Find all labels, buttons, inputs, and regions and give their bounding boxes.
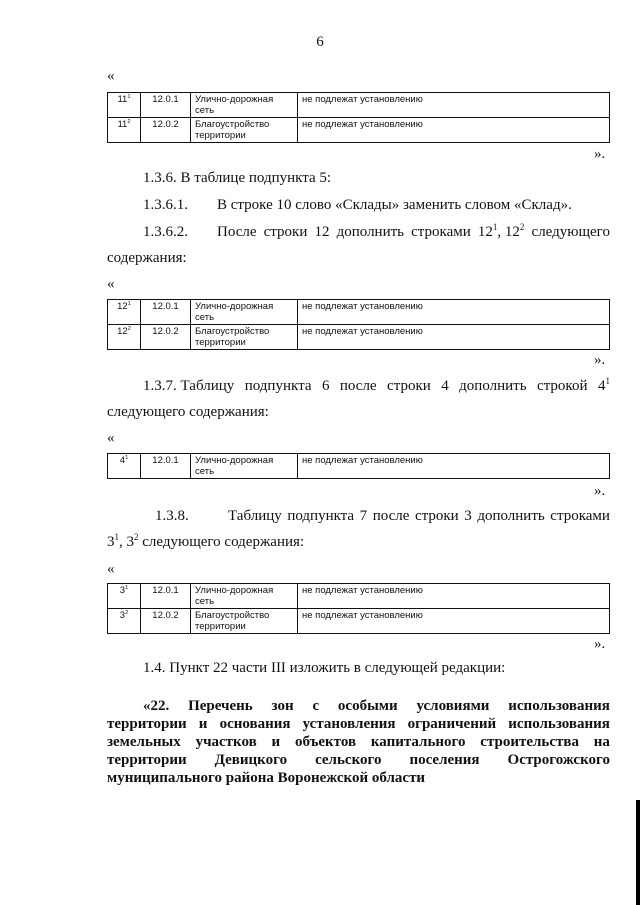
row-number: $11^1$ [108, 93, 141, 118]
table-row [108, 609, 610, 634]
paragraph-1-3-7-line: 1.3.7. Таблицу подпункта 6 после строки 4 дополнить строкой $4^1$ [143, 376, 610, 394]
row-type: Улично-дорожная сеть [191, 93, 298, 118]
row-number: $11^2$ [108, 118, 141, 143]
amendment-table [107, 583, 610, 634]
row-value: не подлежат установлению [298, 300, 610, 325]
paragraph-1-3-8-continuation: $3^1$, $3^2$ следующего содержания: [107, 532, 305, 550]
heading-line: муниципального района Воронежской области [107, 770, 426, 786]
table-row [108, 325, 610, 350]
paragraph-1-3-6-1-text: В строке 10 слово «Склады» заменить словом «Склад». [217, 197, 572, 213]
page-number: 6 [316, 34, 324, 50]
paragraph-1-3-6-2-number: 1.3.6.2. [143, 224, 188, 240]
paragraph-1-3-6-2-continuation: содержания: [107, 250, 187, 266]
row-value: не подлежат установлению [298, 454, 610, 479]
table-row [108, 454, 610, 479]
row-number: $12^1$ [108, 300, 141, 325]
close-quote: ». [594, 636, 606, 652]
row-code: 12.0.2 [141, 325, 191, 350]
table-row [108, 118, 610, 143]
row-type: Благоустройство территории [191, 325, 298, 350]
row-value: не подлежат установлению [298, 609, 610, 634]
row-number: $3^1$ [108, 584, 141, 609]
paragraph-1-3-7-continuation: следующего содержания: [107, 404, 269, 420]
row-type: Улично-дорожная сеть [191, 454, 298, 479]
amendment-table [107, 299, 610, 350]
table-row [108, 300, 610, 325]
open-quote: « [107, 276, 115, 292]
paragraph-1-3-6-1-number: 1.3.6.1. [143, 197, 188, 213]
close-quote: ». [594, 483, 606, 499]
heading-line: земельных участков и объектов капитального строительства на [107, 734, 610, 750]
row-type: Благоустройство территории [191, 118, 298, 143]
table-row [108, 584, 610, 609]
row-type: Улично-дорожная сеть [191, 300, 298, 325]
row-code: 12.0.1 [141, 93, 191, 118]
close-quote: ». [594, 146, 606, 162]
row-code: 12.0.2 [141, 118, 191, 143]
row-value: не подлежат установлению [298, 93, 610, 118]
section-22-heading [107, 697, 610, 787]
heading-line: территории Девицкого сельского поселения Острогожского [107, 752, 610, 768]
row-type: Благоустройство территории [191, 609, 298, 634]
row-number: $3^2$ [108, 609, 141, 634]
row-number: $4^1$ [108, 454, 141, 479]
row-code: 12.0.1 [141, 584, 191, 609]
row-code: 12.0.1 [141, 300, 191, 325]
paragraph-1-3-8-number: 1.3.8. [155, 508, 189, 524]
row-value: не подлежат установлению [298, 325, 610, 350]
paragraph-1-3-8-line: Таблицу подпункта 7 после строки 3 дополнить строками [228, 508, 610, 524]
row-number: $12^2$ [108, 325, 141, 350]
row-code: 12.0.1 [141, 454, 191, 479]
amendment-table [107, 453, 610, 479]
row-value: не подлежат установлению [298, 118, 610, 143]
table-row [108, 93, 610, 118]
paragraph-1-4: 1.4. Пункт 22 части III изложить в следующей редакции: [143, 660, 506, 676]
open-quote: « [107, 68, 115, 84]
open-quote: « [107, 430, 115, 446]
row-type: Улично-дорожная сеть [191, 584, 298, 609]
amendment-table [107, 92, 610, 143]
paragraph-1-3-6: 1.3.6. В таблице подпункта 5: [143, 170, 332, 186]
scan-edge-bar [636, 800, 640, 905]
open-quote: « [107, 561, 115, 577]
close-quote: ». [594, 352, 606, 368]
row-code: 12.0.2 [141, 609, 191, 634]
row-value: не подлежат установлению [298, 584, 610, 609]
heading-line: «22. Перечень зон с особыми условиями использования [143, 698, 610, 714]
heading-line: территории и основания установления ограничений использования [107, 716, 610, 732]
paragraph-1-3-6-2-line: После строки 12 дополнить строками $12^1$, $12^2$ следующего [217, 222, 610, 240]
